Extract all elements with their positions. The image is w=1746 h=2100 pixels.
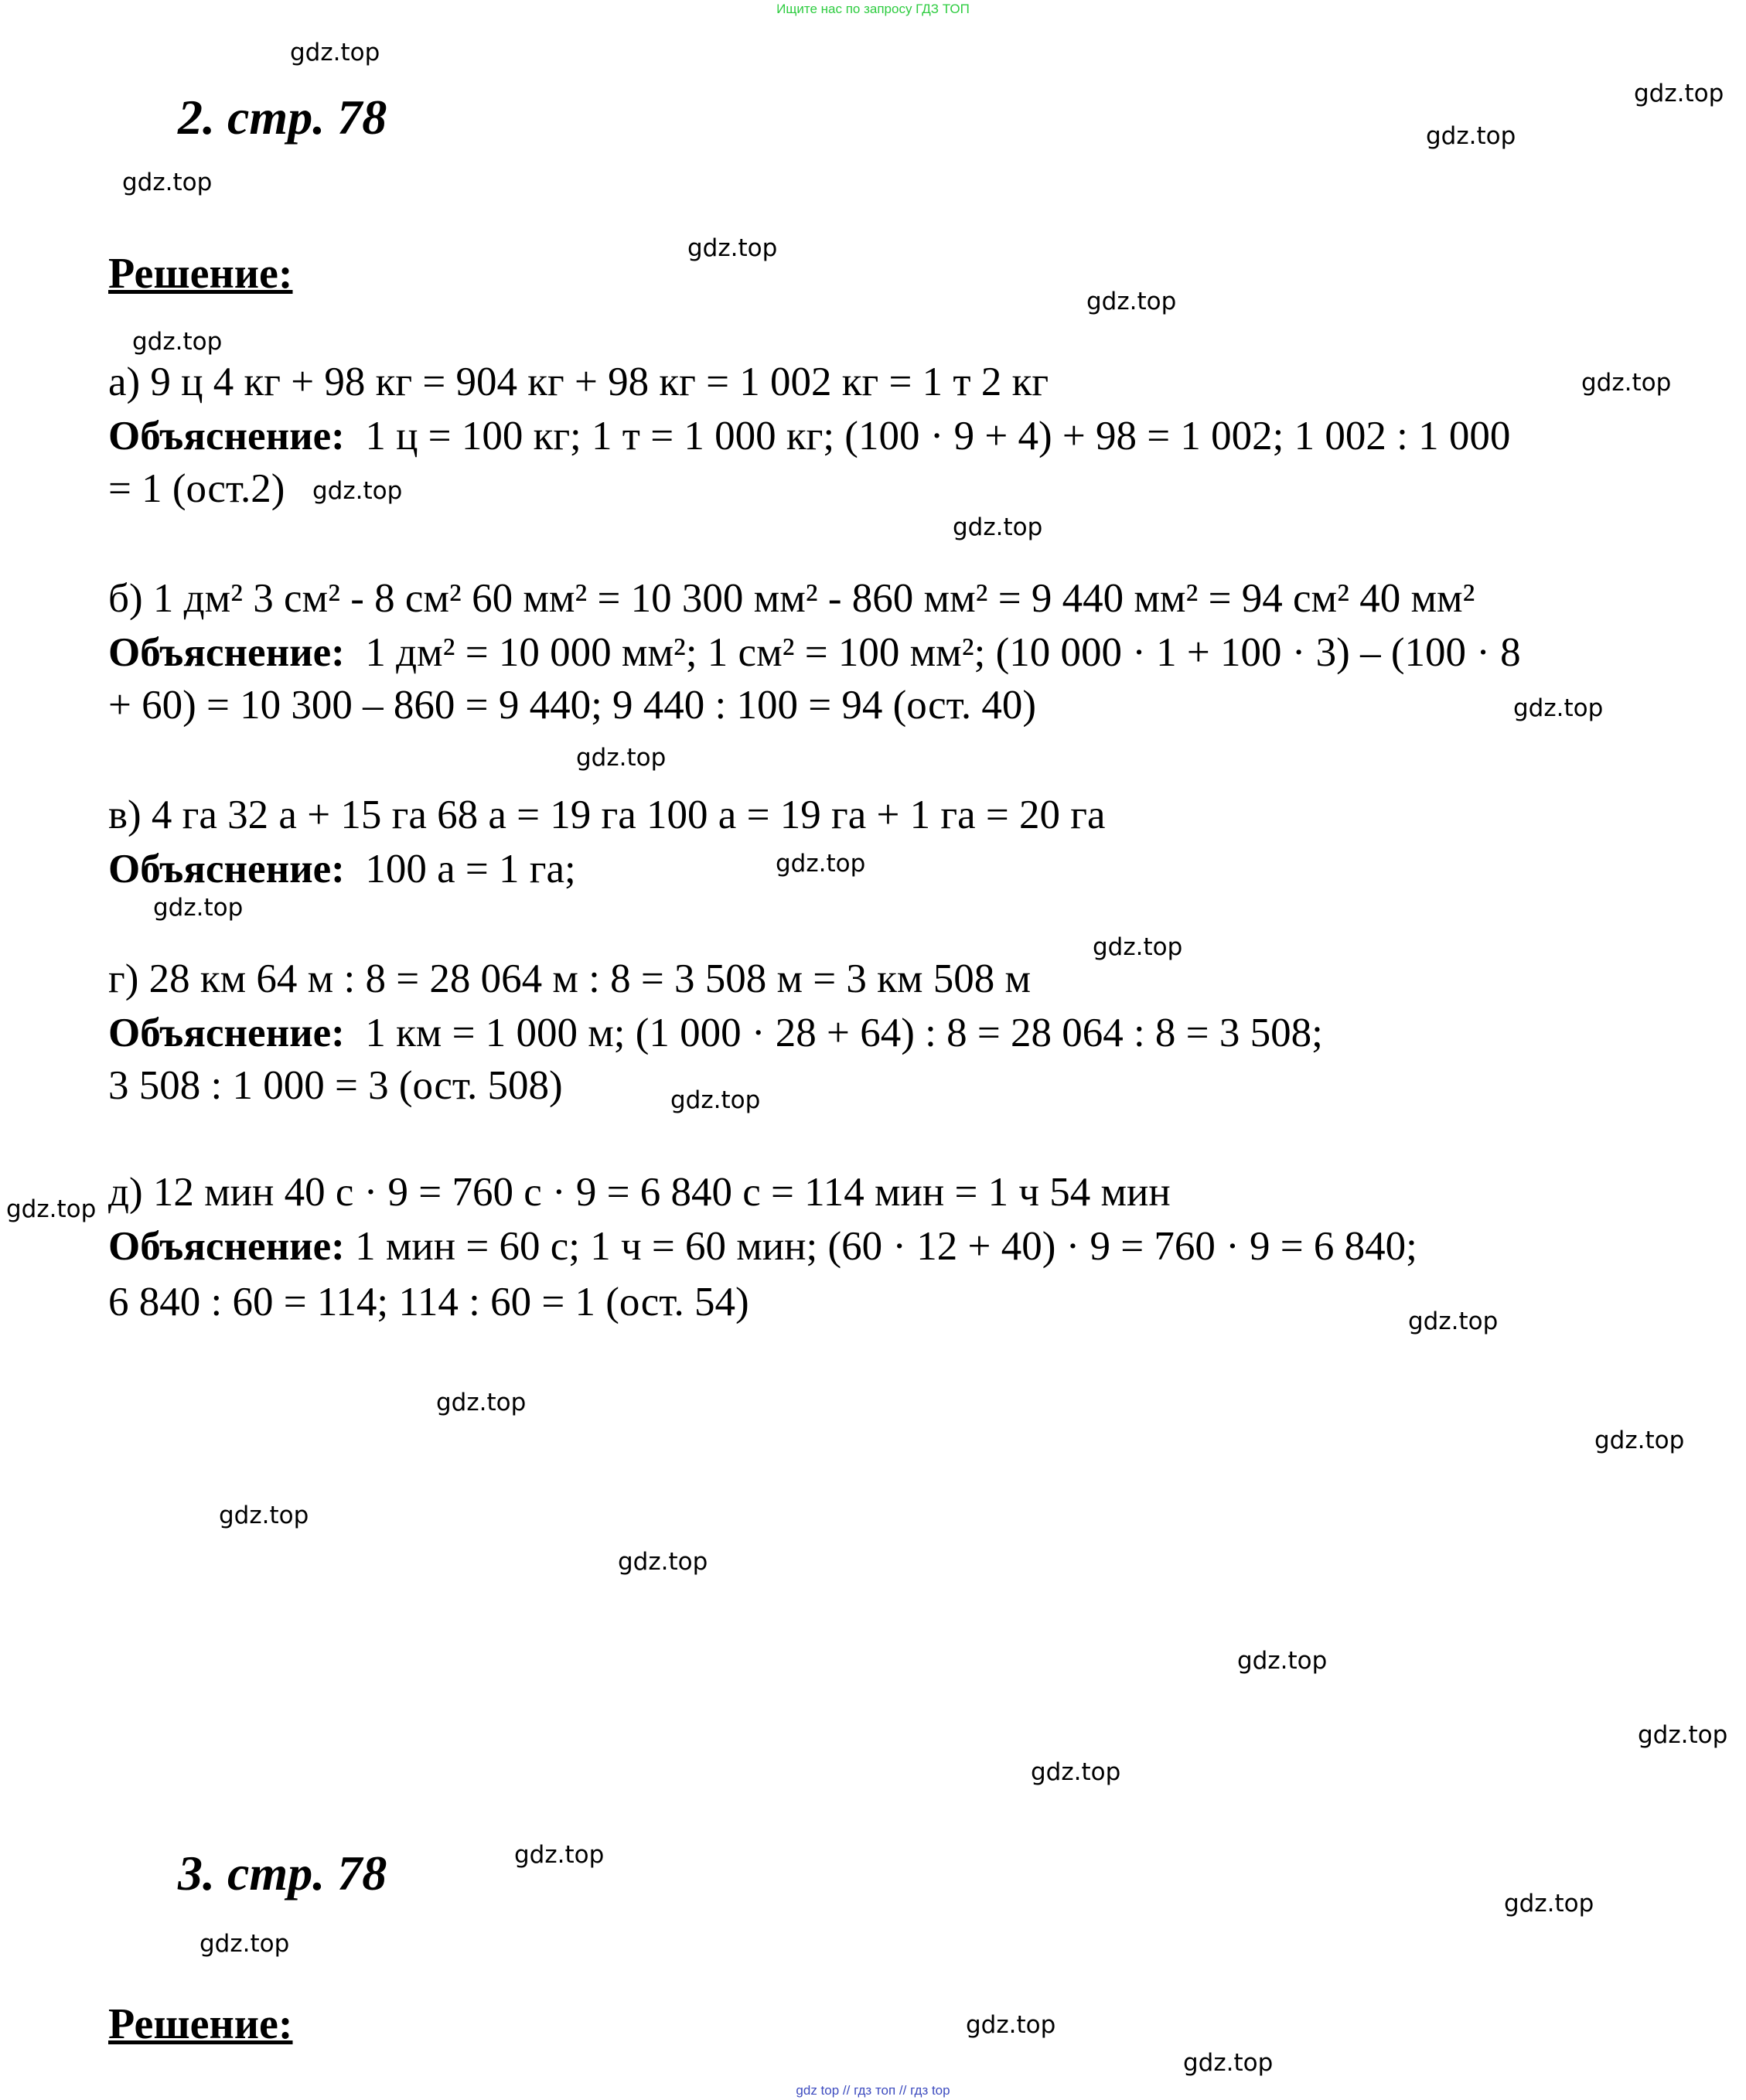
top-banner: Ищите нас по запросу ГДЗ ТОП [776, 2, 970, 16]
watermark: gdz.top [953, 513, 1043, 541]
bottom-footer: gdz top // гдз топ // гдз top [796, 2083, 950, 2098]
watermark: gdz.top [1093, 933, 1183, 961]
watermark: gdz.top [122, 169, 213, 196]
watermark: gdz.top [687, 234, 778, 262]
task-2v-explanation [108, 849, 576, 890]
task-2d-explanation [108, 1226, 1417, 1267]
explanation-text: 1 км = 1 000 м; (1 000 · 28 + 64) : 8 = 28 064 : 8 = 3 508; [365, 1011, 1323, 1055]
task-2a-line: а) 9 ц 4 кг + 98 кг = 904 кг + 98 кг = 1 002 кг = 1 т 2 кг [108, 360, 1049, 404]
watermark: gdz.top [1504, 1890, 1594, 1918]
task-2-heading: 2. стр. 78 [178, 90, 387, 145]
watermark: gdz.top [514, 1841, 605, 1869]
task-2g-explanation-cont: 3 508 : 1 000 = 3 (ост. 508) [108, 1063, 563, 1108]
task-2a-explanation-cont: = 1 (ост.2) [108, 466, 285, 511]
explanation-label: Объяснение: [108, 630, 345, 675]
task-2b-explanation-cont: + 60) = 10 300 – 860 = 9 440; 9 440 : 100 = 94 (ост. 40) [108, 683, 1036, 728]
explanation-label: Объяснение: [108, 847, 345, 891]
explanation-label: Объяснение: [108, 414, 345, 459]
watermark: gdz.top [576, 744, 667, 772]
watermark: gdz.top [1086, 288, 1177, 315]
watermark: gdz.top [1638, 1721, 1728, 1749]
explanation-text: 100 а = 1 га; [365, 847, 576, 891]
task-2b-explanation [108, 632, 1521, 673]
explanation-text: 1 дм² = 10 000 мм²; 1 см² = 100 мм²; (10 000 · 1 + 100 · 3) – (100 · 8 [365, 630, 1521, 675]
watermark: gdz.top [1426, 122, 1516, 150]
watermark: gdz.top [670, 1086, 761, 1114]
explanation-text: 1 ц = 100 кг; 1 т = 1 000 кг; (100 · 9 + 4) + 98 = 1 002; 1 002 : 1 000 [365, 414, 1511, 459]
task-2v-line: в) 4 га 32 а + 15 га 68 а = 19 га 100 а = 19 га + 1 га = 20 га [108, 793, 1106, 837]
task-2-solution-heading: Решение: [108, 250, 293, 298]
watermark: gdz.top [1634, 80, 1724, 107]
watermark: gdz.top [1513, 694, 1604, 722]
watermark: gdz.top [776, 850, 866, 878]
explanation-text: 1 мин = 60 с; 1 ч = 60 мин; (60 · 12 + 40) · 9 = 760 · 9 = 6 840; [355, 1224, 1417, 1269]
explanation-label: Объяснение: [108, 1011, 345, 1055]
task-2g-line: г) 28 км 64 м : 8 = 28 064 м : 8 = 3 508 м = 3 км 508 м [108, 956, 1031, 1001]
explanation-label: Объяснение: [108, 1224, 345, 1269]
task-2b-line: б) 1 дм² 3 см² - 8 см² 60 мм² = 10 300 мм² - 860 мм² = 9 440 мм² = 94 см² 40 мм² [108, 576, 1475, 621]
task-2d-explanation-cont: 6 840 : 60 = 114; 114 : 60 = 1 (ост. 54) [108, 1280, 749, 1324]
task-2g-explanation [108, 1013, 1323, 1054]
watermark: gdz.top [618, 1548, 708, 1576]
watermark: gdz.top [153, 894, 244, 922]
watermark: gdz.top [290, 39, 380, 66]
watermark: gdz.top [1408, 1307, 1499, 1335]
task-2d-line: д) 12 мин 40 с · 9 = 760 с · 9 = 6 840 с = 114 мин = 1 ч 54 мин [108, 1170, 1171, 1215]
watermark: gdz.top [199, 1930, 290, 1958]
watermark: gdz.top [219, 1502, 309, 1529]
watermark: gdz.top [132, 328, 223, 356]
watermark: gdz.top [6, 1195, 97, 1223]
watermark: gdz.top [1031, 1758, 1121, 1786]
watermark: gdz.top [1581, 369, 1672, 397]
task-2a-explanation [108, 416, 1510, 457]
watermark: gdz.top [312, 477, 403, 505]
watermark: gdz.top [966, 2011, 1056, 2039]
task-3-solution-heading: Решение: [108, 2000, 293, 2048]
task-3-heading: 3. стр. 78 [178, 1846, 387, 1901]
watermark: gdz.top [1237, 1647, 1328, 1675]
watermark: gdz.top [436, 1389, 527, 1416]
watermark: gdz.top [1594, 1427, 1685, 1454]
watermark: gdz.top [1183, 2049, 1274, 2077]
